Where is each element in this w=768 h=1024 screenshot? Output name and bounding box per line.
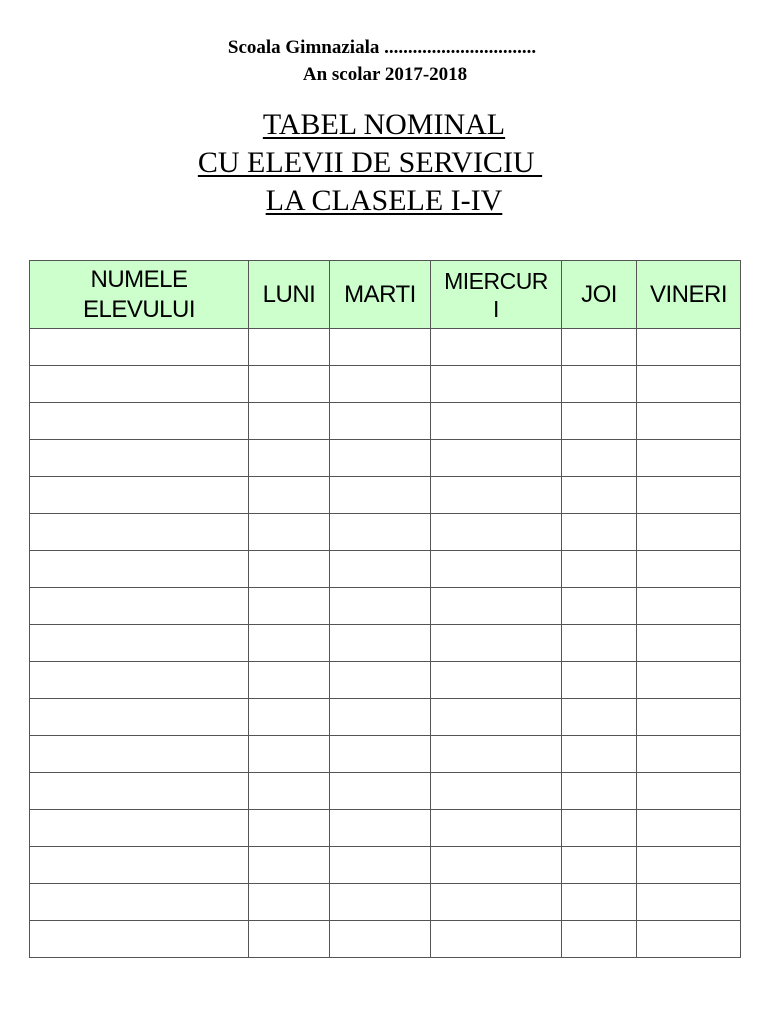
day-cell[interactable] — [431, 699, 562, 736]
document-title-line-1: TABEL NOMINAL — [262, 108, 506, 141]
day-cell[interactable] — [330, 625, 431, 662]
table-row — [30, 773, 741, 810]
day-cell[interactable] — [637, 588, 741, 625]
school-name-line: Scoala Gimnaziala ................................ — [227, 37, 537, 58]
day-cell[interactable] — [637, 551, 741, 588]
document-title-line-2: CU ELEVII DE SERVICIU — [197, 146, 543, 179]
table-row — [30, 514, 741, 551]
day-cell[interactable] — [562, 514, 637, 551]
column-header-monday: LUNI — [249, 261, 330, 329]
day-cell[interactable] — [562, 884, 637, 921]
day-cell[interactable] — [562, 588, 637, 625]
student-name-cell[interactable] — [30, 588, 249, 625]
day-cell[interactable] — [330, 329, 431, 366]
student-name-cell[interactable] — [30, 625, 249, 662]
day-cell[interactable] — [330, 921, 431, 958]
day-cell[interactable] — [431, 551, 562, 588]
day-cell[interactable] — [330, 847, 431, 884]
table-row — [30, 551, 741, 588]
table-row — [30, 699, 741, 736]
day-cell[interactable] — [637, 847, 741, 884]
day-cell[interactable] — [431, 588, 562, 625]
day-cell[interactable] — [330, 884, 431, 921]
column-header-friday: VINERI — [637, 261, 741, 329]
day-cell[interactable] — [330, 366, 431, 403]
day-cell[interactable] — [431, 477, 562, 514]
day-cell[interactable] — [330, 403, 431, 440]
day-cell[interactable] — [637, 810, 741, 847]
table-row — [30, 662, 741, 699]
student-name-cell[interactable] — [30, 699, 249, 736]
day-cell[interactable] — [249, 329, 330, 366]
day-cell[interactable] — [562, 551, 637, 588]
day-cell[interactable] — [431, 773, 562, 810]
table-header-row — [30, 261, 741, 329]
day-cell[interactable] — [562, 847, 637, 884]
student-name-cell[interactable] — [30, 736, 249, 773]
student-name-cell[interactable] — [30, 551, 249, 588]
column-header-thursday: JOI — [562, 261, 637, 329]
day-cell[interactable] — [431, 847, 562, 884]
table-body — [30, 329, 741, 958]
table-row — [30, 588, 741, 625]
day-cell[interactable] — [249, 477, 330, 514]
student-name-cell[interactable] — [30, 440, 249, 477]
school-year-line: An scolar 2017-2018 — [302, 64, 468, 85]
day-cell[interactable] — [431, 736, 562, 773]
student-name-cell[interactable] — [30, 366, 249, 403]
day-cell[interactable] — [330, 440, 431, 477]
day-cell[interactable] — [637, 625, 741, 662]
day-cell[interactable] — [562, 736, 637, 773]
table-row — [30, 477, 741, 514]
table-row — [30, 440, 741, 477]
day-cell[interactable] — [330, 551, 431, 588]
day-cell[interactable] — [330, 736, 431, 773]
day-cell[interactable] — [637, 329, 741, 366]
day-cell[interactable] — [431, 329, 562, 366]
day-cell[interactable] — [637, 884, 741, 921]
table-row — [30, 736, 741, 773]
day-cell[interactable] — [637, 403, 741, 440]
day-cell[interactable] — [431, 662, 562, 699]
day-cell[interactable] — [431, 625, 562, 662]
day-cell[interactable] — [637, 773, 741, 810]
day-cell[interactable] — [562, 329, 637, 366]
student-name-cell[interactable] — [30, 514, 249, 551]
day-cell[interactable] — [562, 440, 637, 477]
day-cell[interactable] — [330, 588, 431, 625]
day-cell[interactable] — [431, 921, 562, 958]
student-name-cell[interactable] — [30, 477, 249, 514]
student-name-cell[interactable] — [30, 847, 249, 884]
day-cell[interactable] — [431, 514, 562, 551]
day-cell[interactable] — [431, 366, 562, 403]
day-cell[interactable] — [637, 366, 741, 403]
day-cell[interactable] — [562, 403, 637, 440]
table-row — [30, 847, 741, 884]
day-cell[interactable] — [562, 662, 637, 699]
student-name-cell[interactable] — [30, 662, 249, 699]
day-cell[interactable] — [562, 477, 637, 514]
student-name-cell[interactable] — [30, 921, 249, 958]
day-cell[interactable] — [637, 477, 741, 514]
day-cell[interactable] — [249, 403, 330, 440]
table-row — [30, 403, 741, 440]
column-header-tuesday: MARTI — [330, 261, 431, 329]
day-cell[interactable] — [330, 810, 431, 847]
table-row — [30, 921, 741, 958]
day-cell[interactable] — [431, 884, 562, 921]
document-title-line-3: LA CLASELE I-IV — [265, 184, 503, 217]
day-cell[interactable] — [330, 477, 431, 514]
day-cell[interactable] — [330, 662, 431, 699]
day-cell[interactable] — [249, 514, 330, 551]
duty-roster-table — [29, 260, 741, 958]
day-cell[interactable] — [637, 662, 741, 699]
day-cell[interactable] — [249, 847, 330, 884]
day-cell[interactable] — [249, 625, 330, 662]
day-cell[interactable] — [249, 921, 330, 958]
student-name-cell[interactable] — [30, 329, 249, 366]
day-cell[interactable] — [249, 773, 330, 810]
day-cell[interactable] — [249, 810, 330, 847]
day-cell[interactable] — [249, 366, 330, 403]
day-cell[interactable] — [637, 699, 741, 736]
column-header-wednesday: MIERCUR I — [431, 261, 562, 329]
day-cell[interactable] — [562, 810, 637, 847]
column-header-student-name: NUMELE ELEVULUI — [30, 261, 249, 329]
day-cell[interactable] — [562, 773, 637, 810]
student-name-cell[interactable] — [30, 773, 249, 810]
table-row — [30, 884, 741, 921]
day-cell[interactable] — [431, 440, 562, 477]
table-row — [30, 625, 741, 662]
table-row — [30, 366, 741, 403]
day-cell[interactable] — [330, 699, 431, 736]
student-name-cell[interactable] — [30, 403, 249, 440]
day-cell[interactable] — [637, 514, 741, 551]
table-row — [30, 810, 741, 847]
day-cell[interactable] — [249, 884, 330, 921]
day-cell[interactable] — [249, 736, 330, 773]
day-cell[interactable] — [431, 403, 562, 440]
day-cell[interactable] — [249, 588, 330, 625]
day-cell[interactable] — [330, 773, 431, 810]
day-cell[interactable] — [637, 440, 741, 477]
day-cell[interactable] — [562, 699, 637, 736]
day-cell[interactable] — [562, 921, 637, 958]
day-cell[interactable] — [249, 699, 330, 736]
student-name-cell[interactable] — [30, 884, 249, 921]
day-cell[interactable] — [249, 440, 330, 477]
student-name-cell[interactable] — [30, 810, 249, 847]
day-cell[interactable] — [431, 810, 562, 847]
day-cell[interactable] — [562, 366, 637, 403]
day-cell[interactable] — [249, 662, 330, 699]
day-cell[interactable] — [330, 514, 431, 551]
day-cell[interactable] — [562, 625, 637, 662]
table-row — [30, 329, 741, 366]
day-cell[interactable] — [637, 921, 741, 958]
day-cell[interactable] — [249, 551, 330, 588]
day-cell[interactable] — [637, 736, 741, 773]
